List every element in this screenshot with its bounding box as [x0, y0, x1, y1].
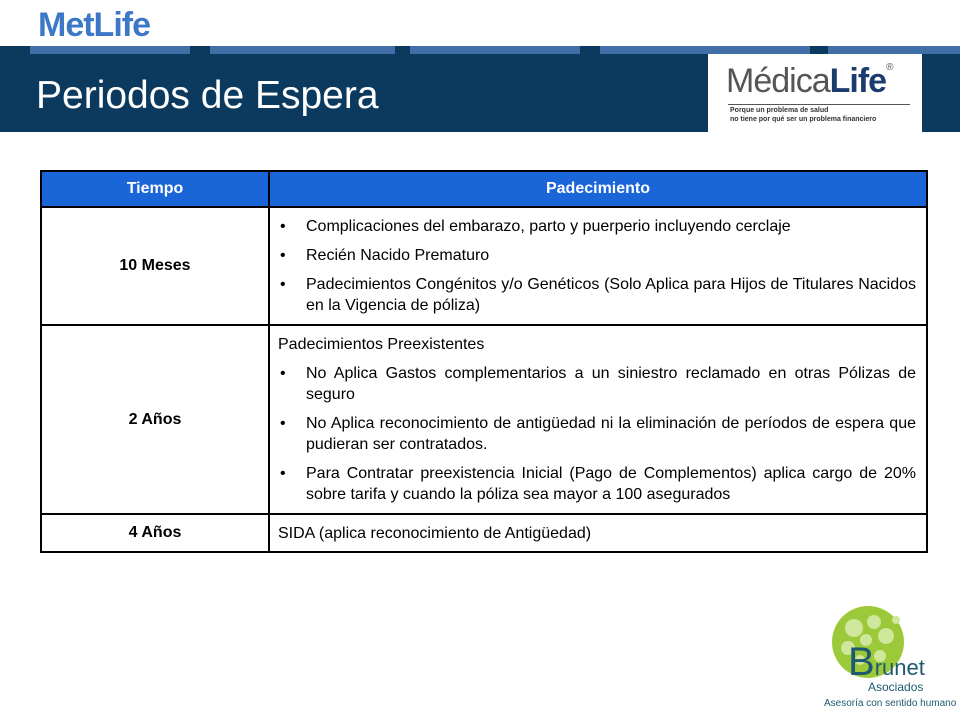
- bullet-marker: •: [280, 465, 286, 482]
- brunet-name: Brunet: [848, 640, 925, 684]
- bullet-marker: •: [280, 365, 286, 382]
- header-stripe: [410, 46, 580, 54]
- header-top-strip: [0, 0, 960, 46]
- table-row: [41, 514, 927, 552]
- bullet-marker: •: [280, 247, 286, 264]
- medicalife-logo: [708, 54, 922, 132]
- medicalife-wordmark: MédicaLife®: [726, 62, 893, 100]
- list-item: • No Aplica Gastos complementarios a un siniestro reclamado en otras Pólizas de seguro: [280, 365, 916, 403]
- list-item: • Complicaciones del embarazo, parto y puerperio incluyendo cerclaje: [280, 218, 791, 235]
- brunet-asociados-logo: [822, 600, 960, 720]
- tiempo-cell: 10 Meses: [41, 207, 269, 325]
- header-stripe: [30, 46, 190, 54]
- column-header-padecimiento: Padecimiento: [269, 171, 927, 207]
- bullet-list: [278, 216, 916, 316]
- medicalife-tagline: Porque un problema de salud no tiene por qué ser un problema financiero: [730, 107, 877, 123]
- bullet-marker: •: [280, 415, 286, 432]
- brunet-subtitle: Asociados: [868, 680, 924, 694]
- waiting-periods-table: [40, 170, 928, 553]
- header-band: [0, 0, 960, 132]
- list-item: • Padecimientos Congénitos y/o Genéticos (Solo Aplica para Hijos de Titulares Nacidos en la Vigencia de póliza): [280, 276, 916, 314]
- tiempo-cell: 2 Años: [41, 325, 269, 514]
- bullet-list: [278, 363, 916, 505]
- padecimiento-cell: [269, 325, 927, 514]
- table-row: [41, 207, 927, 325]
- metlife-logo: MetLife: [38, 6, 150, 44]
- header-stripe: [600, 46, 810, 54]
- medicalife-divider: [728, 104, 910, 105]
- header-stripe: [828, 46, 960, 54]
- preexisting-heading: Padecimientos Preexistentes: [278, 336, 485, 353]
- padecimiento-cell: SIDA (aplica reconocimiento de Antigüedad): [269, 514, 927, 552]
- list-item: • Para Contratar preexistencia Inicial (Pago de Complementos) aplica cargo de 20% sobre tarifa y cuando la póliza sea mayor a 100 asegurados: [280, 465, 916, 503]
- table-row: [41, 325, 927, 514]
- bullet-marker: •: [280, 276, 286, 293]
- column-header-tiempo: Tiempo: [41, 171, 269, 207]
- list-item: • Recién Nacido Prematuro: [280, 247, 490, 264]
- table-header-row: [41, 171, 927, 207]
- tiempo-cell: 4 Años: [41, 514, 269, 552]
- page-title: Periodos de Espera: [36, 74, 379, 117]
- header-stripe: [210, 46, 395, 54]
- brunet-tagline: Asesoría con sentido humano: [824, 698, 957, 709]
- header-stripes: [0, 46, 960, 54]
- padecimiento-cell: [269, 207, 927, 325]
- bullet-marker: •: [280, 218, 286, 235]
- list-item: • No Aplica reconocimiento de antigüedad ni la eliminación de períodos de espera que pudieran ser contratados.: [280, 415, 916, 453]
